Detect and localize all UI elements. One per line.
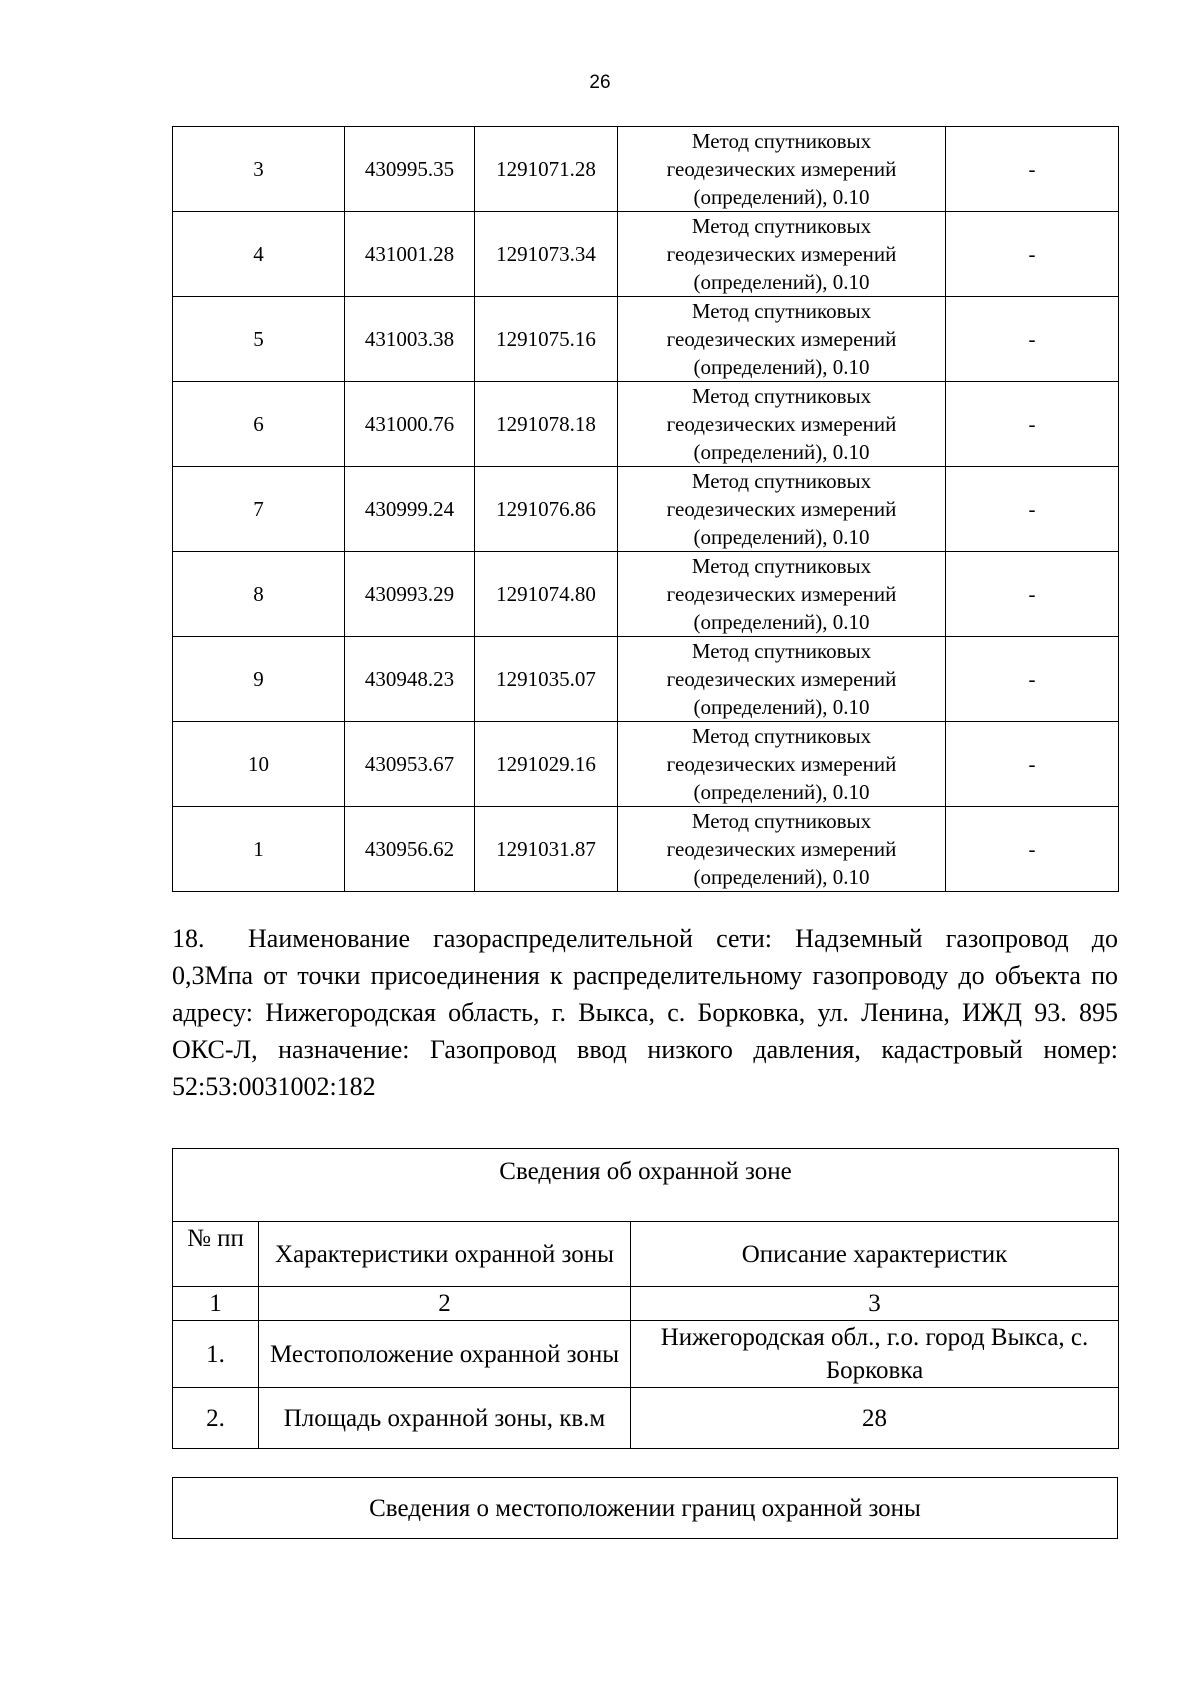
note-cell: - <box>946 297 1119 382</box>
x-coordinate-cell: 430999.24 <box>345 467 475 552</box>
header-num: № пп <box>173 1222 259 1287</box>
zone-index-row <box>173 1287 1119 1321</box>
note-cell: - <box>946 212 1119 297</box>
method-line: Метод спутниковых <box>691 214 872 238</box>
boundaries-table-title: Сведения о местоположении границ охранной зоны <box>173 1478 1118 1539</box>
table-row <box>173 1388 1119 1449</box>
page-number: 26 <box>589 72 611 93</box>
point-cell: 4 <box>173 212 345 297</box>
y-coordinate-cell: 1291073.34 <box>475 212 618 297</box>
method-line: (определений), 0.10 <box>693 355 870 379</box>
boundaries-title-row <box>173 1478 1118 1539</box>
row-characteristic: Площадь охранной зоны, кв.м <box>259 1388 631 1449</box>
method-line: (определений), 0.10 <box>693 440 870 464</box>
section-text: Наименование газораспределительной сети: Надземный газопровод до 0,3Мпа от точки присоединения к распределительному газопроводу до объекта по адресу: Нижегородская область, г. Выкса, с. Борковка, ул. Ленина, ИЖД 93. 895 ОКС-Л, назначение: Газопровод ввод низкого давления, кадастровый номер: 52:53:0031002:182 <box>172 924 1118 1101</box>
boundaries-table <box>172 1477 1118 1539</box>
index-cell: 3 <box>631 1287 1119 1321</box>
method-line: геодезических измерений <box>666 667 897 691</box>
coordinates-table <box>172 126 1119 892</box>
zone-title-row <box>173 1149 1119 1222</box>
x-coordinate-cell: 430956.62 <box>345 807 475 892</box>
method-line: геодезических измерений <box>666 582 897 606</box>
zone-info-table <box>172 1148 1119 1449</box>
method-cell <box>618 722 946 807</box>
table-row <box>173 127 1119 212</box>
header-characteristic: Характеристики охранной зоны <box>259 1222 631 1287</box>
method-line: (определений), 0.10 <box>693 695 870 719</box>
x-coordinate-cell: 431001.28 <box>345 212 475 297</box>
note-cell: - <box>946 382 1119 467</box>
table-row <box>173 807 1119 892</box>
method-cell <box>618 552 946 637</box>
note-cell: - <box>946 127 1119 212</box>
point-cell: 6 <box>173 382 345 467</box>
row-description: 28 <box>631 1388 1119 1449</box>
point-cell: 5 <box>173 297 345 382</box>
method-line: (определений), 0.10 <box>693 185 870 209</box>
header-description: Описание характеристик <box>631 1222 1119 1287</box>
method-cell <box>618 382 946 467</box>
index-cell: 2 <box>259 1287 631 1321</box>
method-line: геодезических измерений <box>666 837 897 861</box>
table-row <box>173 382 1119 467</box>
x-coordinate-cell: 430995.35 <box>345 127 475 212</box>
table-row <box>173 637 1119 722</box>
row-num: 2. <box>173 1388 259 1449</box>
method-line: Метод спутниковых <box>691 639 872 663</box>
method-line: геодезических измерений <box>666 412 897 436</box>
method-cell <box>618 467 946 552</box>
row-num: 1. <box>173 1321 259 1388</box>
method-line: (определений), 0.10 <box>693 780 870 804</box>
point-cell: 9 <box>173 637 345 722</box>
point-cell: 3 <box>173 127 345 212</box>
coordinates-table-body <box>173 127 1119 892</box>
method-line: Метод спутниковых <box>691 809 872 833</box>
table-row <box>173 1321 1119 1388</box>
method-line: геодезических измерений <box>666 327 897 351</box>
y-coordinate-cell: 1291071.28 <box>475 127 618 212</box>
method-cell <box>618 297 946 382</box>
table-row <box>173 297 1119 382</box>
y-coordinate-cell: 1291074.80 <box>475 552 618 637</box>
method-line: Метод спутниковых <box>691 724 872 748</box>
index-cell: 1 <box>173 1287 259 1321</box>
note-cell: - <box>946 807 1119 892</box>
x-coordinate-cell: 431003.38 <box>345 297 475 382</box>
note-cell: - <box>946 637 1119 722</box>
table-row <box>173 467 1119 552</box>
method-line: Метод спутниковых <box>691 129 872 153</box>
method-line: геодезических измерений <box>666 242 897 266</box>
y-coordinate-cell: 1291075.16 <box>475 297 618 382</box>
note-cell: - <box>946 722 1119 807</box>
method-line: (определений), 0.10 <box>693 610 870 634</box>
method-line: (определений), 0.10 <box>693 270 870 294</box>
method-line: Метод спутниковых <box>691 299 872 323</box>
note-cell: - <box>946 552 1119 637</box>
table-row <box>173 722 1119 807</box>
row-description: Нижегородская обл., г.о. город Выкса, с. Борковка <box>631 1321 1119 1388</box>
y-coordinate-cell: 1291031.87 <box>475 807 618 892</box>
x-coordinate-cell: 431000.76 <box>345 382 475 467</box>
row-characteristic: Местоположение охранной зоны <box>259 1321 631 1388</box>
section-paragraph <box>172 920 1118 1105</box>
note-cell: - <box>946 467 1119 552</box>
method-cell <box>618 127 946 212</box>
point-cell: 8 <box>173 552 345 637</box>
zone-table-title: Сведения об охранной зоне <box>173 1149 1119 1222</box>
method-cell <box>618 807 946 892</box>
method-line: геодезических измерений <box>666 157 897 181</box>
zone-header-row <box>173 1222 1119 1287</box>
x-coordinate-cell: 430953.67 <box>345 722 475 807</box>
point-cell: 10 <box>173 722 345 807</box>
y-coordinate-cell: 1291078.18 <box>475 382 618 467</box>
method-line: геодезических измерений <box>666 497 897 521</box>
y-coordinate-cell: 1291076.86 <box>475 467 618 552</box>
y-coordinate-cell: 1291035.07 <box>475 637 618 722</box>
table-row <box>173 552 1119 637</box>
method-cell <box>618 212 946 297</box>
table-row <box>173 212 1119 297</box>
method-line: Метод спутниковых <box>691 384 872 408</box>
method-line: геодезических измерений <box>666 752 897 776</box>
y-coordinate-cell: 1291029.16 <box>475 722 618 807</box>
section-number: 18. <box>172 924 205 953</box>
method-line: Метод спутниковых <box>691 469 872 493</box>
x-coordinate-cell: 430948.23 <box>345 637 475 722</box>
x-coordinate-cell: 430993.29 <box>345 552 475 637</box>
point-cell: 7 <box>173 467 345 552</box>
method-line: (определений), 0.10 <box>693 865 870 889</box>
method-cell <box>618 637 946 722</box>
point-cell: 1 <box>173 807 345 892</box>
method-line: (определений), 0.10 <box>693 525 870 549</box>
method-line: Метод спутниковых <box>691 554 872 578</box>
